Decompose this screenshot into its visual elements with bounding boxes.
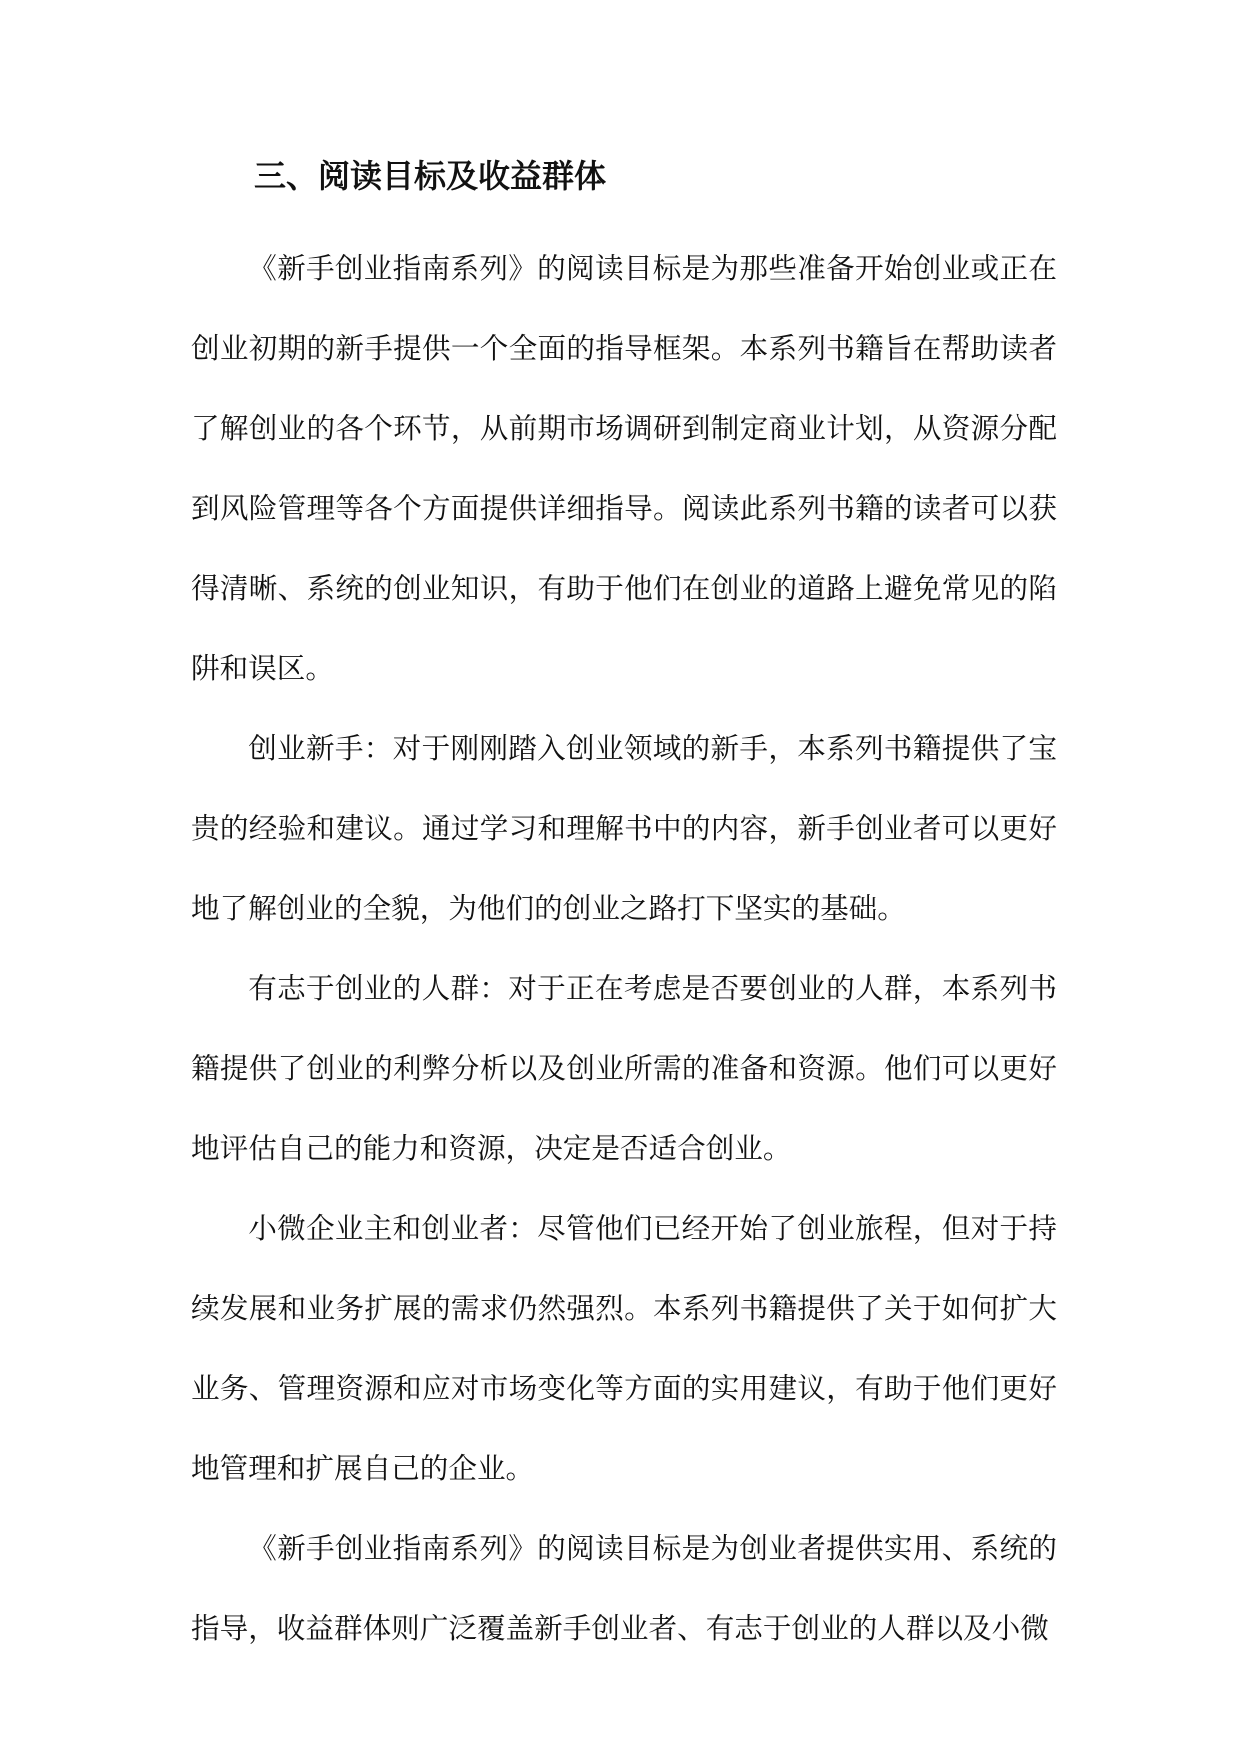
- paragraph-summary: 《新手创业指南系列》的阅读目标是为创业者提供实用、系统的指导，收益群体则广泛覆盖新手创业者、有志于创业的人群以及小微: [191, 1531, 1057, 1645]
- section-heading: 三、阅读目标及收益群体: [254, 157, 607, 195]
- body-text: [191, 228, 1057, 1668]
- paragraph-small-business-owners: 小微企业主和创业者：尽管他们已经开始了创业旅程，但对于持续发展和业务扩展的需求仍然强烈。本系列书籍提供了关于如何扩大业务、管理资源和应对市场变化等方面的实用建议，有助于他们更好地管理和扩展自己的企业。: [191, 1211, 1057, 1485]
- paragraph-aspiring-entrepreneurs: 有志于创业的人群：对于正在考虑是否要创业的人群，本系列书籍提供了创业的利弊分析以及创业所需的准备和资源。他们可以更好地评估自己的能力和资源，决定是否适合创业。: [191, 971, 1057, 1165]
- paragraph-reading-goal: 《新手创业指南系列》的阅读目标是为那些准备开始创业或正在创业初期的新手提供一个全面的指导框架。本系列书籍旨在帮助读者了解创业的各个环节，从前期市场调研到制定商业计划，从资源分配到风险管理等各个方面提供详细指导。阅读此系列书籍的读者可以获得清晰、系统的创业知识，有助于他们在创业的道路上避免常见的陷阱和误区。: [191, 251, 1057, 685]
- paragraph-startup-novices: 创业新手：对于刚刚踏入创业领域的新手，本系列书籍提供了宝贵的经验和建议。通过学习和理解书中的内容，新手创业者可以更好地了解创业的全貌，为他们的创业之路打下坚实的基础。: [191, 731, 1057, 925]
